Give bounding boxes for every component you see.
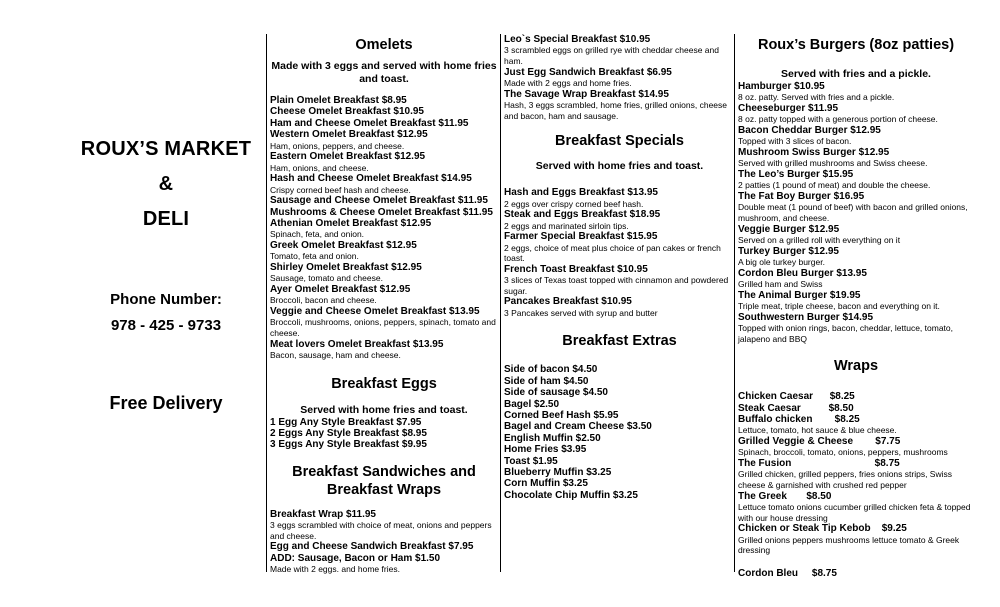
- item-description: Made with 2 eggs. and home fries.: [270, 564, 400, 575]
- item-name: Ham and Cheese Omelet Breakfast $11.95: [270, 117, 469, 129]
- item-name: 3 Eggs Any Style Breakfast $9.95: [270, 439, 427, 451]
- item-description: A big ole turkey burger.: [738, 257, 825, 267]
- item-name: Grilled Veggie & Cheese $7.75: [738, 436, 901, 447]
- breakfast-eggs-list: [270, 417, 498, 451]
- item-name: Hash and Eggs Breakfast $13.95: [504, 187, 658, 199]
- list-item: [738, 568, 974, 579]
- list-item: Bagel $2.50: [504, 398, 560, 410]
- wraps-title: Wraps: [833, 358, 879, 375]
- store-info-panel: [60, 0, 272, 607]
- list-item: [270, 509, 498, 542]
- item-description: Hash, 3 eggs scrambled, home fries, grilled onions, cheese and bacon, ham and sausage.: [504, 100, 728, 121]
- list-item: [270, 541, 498, 552]
- menu-column-1: [266, 34, 498, 575]
- item-name: Mushroom Swiss Burger $12.95: [738, 147, 890, 158]
- item-description: Grilled ham and Swiss: [738, 279, 823, 289]
- list-item: [270, 195, 498, 206]
- list-item: [504, 296, 735, 318]
- item-name: Bacon Cheddar Burger $12.95: [738, 125, 881, 136]
- list-item: Side of bacon $4.50: [504, 364, 598, 376]
- item-description: Served with grilled mushrooms and Swiss cheese.: [738, 158, 928, 169]
- item-name: Buffalo chicken $8.25: [738, 414, 860, 425]
- omelets-subtitle: Made with 3 eggs and served with home fries and toast.: [271, 60, 497, 85]
- item-name: Ayer Omelet Breakfast $12.95: [270, 284, 411, 296]
- list-item: [738, 268, 974, 290]
- list-item: [738, 414, 974, 436]
- item-name: French Toast Breakfast $10.95: [504, 263, 648, 275]
- list-item: [738, 403, 974, 414]
- item-name: Hamburger $10.95: [738, 81, 825, 92]
- item-description: 8 oz. patty topped with a generous portion of cheese.: [738, 114, 938, 125]
- omelets-title: Omelets: [355, 37, 413, 53]
- store-name: ROUX’S MARKET: [80, 138, 252, 160]
- item-name: Western Omelet Breakfast $12.95: [270, 129, 428, 141]
- item-name: The Animal Burger $19.95: [738, 289, 861, 301]
- item-description: Broccoli, mushrooms, onions, peppers, spinach, tomato and cheese.: [270, 317, 496, 339]
- item-description: Ham, onions, and cheese.: [270, 162, 369, 173]
- store-deli: DELI: [142, 208, 190, 230]
- list-item: [738, 81, 974, 103]
- item-name: 2 Eggs Any Style Breakfast $8.95: [270, 428, 427, 440]
- item-description: 3 Pancakes served with syrup and butter: [504, 307, 658, 318]
- item-description: Topped with 3 slices of bacon.: [738, 136, 852, 147]
- item-name: Mushrooms & Cheese Omelet Breakfast $11.95: [270, 206, 493, 218]
- list-item: [270, 173, 498, 195]
- item-name: Cheeseburger $11.95: [738, 103, 839, 114]
- item-name: Breakfast Wrap $11.95: [270, 508, 376, 520]
- item-name: Athenian Omelet Breakfast $12.95: [270, 218, 432, 230]
- list-item: [270, 240, 498, 262]
- sandwiches-list: [270, 509, 498, 575]
- item-name: Sausage and Cheese Omelet Breakfast $11.95: [270, 195, 488, 207]
- list-item: [738, 169, 974, 191]
- item-description: Grilled onions peppers mushrooms lettuce tomato & Greek dressing: [738, 534, 960, 556]
- list-item: [738, 147, 974, 169]
- item-description: Spinach, broccoli, tomato, onions, peppers, mushrooms: [738, 447, 948, 458]
- item-description: Broccoli, bacon and cheese.: [270, 295, 377, 306]
- list-item: [270, 106, 498, 117]
- item-description: Ham, onions, peppers, and cheese.: [270, 140, 405, 151]
- list-item: [270, 218, 498, 240]
- item-name: Steak and Eggs Breakfast $18.95: [504, 209, 661, 221]
- list-item: [738, 125, 974, 147]
- item-name: Leo`s Special Breakfast $10.95: [504, 34, 651, 45]
- specials-subtitle: Served with home fries and toast.: [535, 160, 704, 173]
- list-item: [738, 103, 974, 125]
- extras-title: Breakfast Extras: [562, 333, 677, 350]
- item-name: The Greek $8.50: [738, 490, 832, 502]
- item-description: Grilled chicken, grilled peppers, fries onions strips, Swiss cheese & garnished with crushed red pepper: [738, 469, 953, 490]
- item-name: Plain Omelet Breakfast $8.95: [270, 95, 407, 106]
- list-item: [504, 89, 735, 122]
- list-item: [270, 306, 498, 339]
- item-name: 1 Egg Any Style Breakfast $7.95: [270, 416, 422, 428]
- omelets-list: [270, 95, 498, 361]
- item-name: Egg and Cheese Sandwich Breakfast $7.95: [270, 541, 474, 553]
- item-name: Chicken Caesar $8.25: [738, 391, 855, 403]
- list-item: [738, 224, 974, 246]
- item-name: The Fat Boy Burger $16.95: [738, 191, 865, 202]
- menu-column-3: [734, 34, 974, 579]
- list-item: [504, 231, 735, 264]
- list-item: Blueberry Muffin $3.25: [504, 467, 612, 479]
- phone-label: Phone Number:: [110, 291, 222, 308]
- item-name: The Fusion $8.75: [738, 458, 900, 469]
- list-item: [270, 262, 498, 284]
- list-item: English Muffin $2.50: [504, 432, 601, 444]
- item-description: 3 eggs scrambled with choice of meat, onions and peppers and cheese.: [270, 520, 492, 541]
- item-description: 3 scrambled eggs on grilled rye with cheddar cheese and ham.: [504, 45, 719, 66]
- phone-number[interactable]: 978 - 425 - 9733: [110, 317, 222, 334]
- free-delivery: Free Delivery: [109, 393, 223, 413]
- item-description: 3 slices of Texas toast topped with cinnamon and powdered sugar.: [504, 275, 729, 296]
- item-name: Cordon Bleu Burger $13.95: [738, 267, 867, 279]
- list-item: [738, 191, 974, 224]
- item-description: 8 oz. patty. Served with fries and a pickle.: [738, 92, 895, 103]
- list-item: [504, 67, 735, 89]
- menu-column-2: [500, 34, 735, 572]
- item-name: Just Egg Sandwich Breakfast $6.95: [504, 66, 672, 78]
- list-item: Toast $1.95: [504, 455, 558, 467]
- list-item: [270, 118, 498, 129]
- item-description: Lettuce tomato onions cucumber grilled chicken feta & topped with our house dressing: [738, 502, 971, 523]
- burgers-title: Roux’s Burgers (8oz patties): [757, 37, 955, 53]
- list-item: [270, 439, 498, 450]
- list-item: Home Fries $3.95: [504, 444, 587, 456]
- sandwiches-title-line2: Breakfast Wraps: [326, 481, 442, 498]
- list-item: [504, 187, 735, 209]
- list-item: [270, 284, 498, 306]
- list-item: [270, 553, 498, 575]
- store-ampersand: &: [158, 173, 174, 195]
- list-item: [738, 491, 974, 524]
- item-name: Shirley Omelet Breakfast $12.95: [270, 262, 422, 274]
- item-name: Eastern Omelet Breakfast $12.95: [270, 151, 426, 163]
- item-description: Bacon, sausage, ham and cheese.: [270, 350, 401, 361]
- list-item: [270, 417, 498, 428]
- item-name: Cheese Omelet Breakfast $10.95: [270, 106, 424, 118]
- specials-title: Breakfast Specials: [555, 133, 684, 150]
- item-name: Farmer Special Breakfast $15.95: [504, 231, 658, 243]
- extras-list: [504, 364, 735, 501]
- item-name: Hash and Cheese Omelet Breakfast $14.95: [270, 173, 472, 185]
- item-name: Steak Caesar $8.50: [738, 402, 854, 414]
- item-description: Spinach, feta, and onion.: [270, 229, 365, 240]
- list-item: [270, 207, 498, 218]
- item-description: Double meat (1 pound of beef) with bacon and grilled onions, mushroom, and cheese.: [738, 202, 968, 223]
- list-item: Side of ham $4.50: [504, 375, 589, 387]
- item-description: Crispy corned beef hash and cheese.: [270, 184, 411, 195]
- list-item: [738, 391, 974, 402]
- item-name: The Leo’s Burger $15.95: [738, 169, 854, 180]
- item-name: Veggie Burger $12.95: [738, 223, 840, 235]
- breakfast-eggs-title: Breakfast Eggs: [331, 375, 437, 392]
- item-name: Meat lovers Omelet Breakfast $13.95: [270, 338, 444, 350]
- list-item: [738, 246, 974, 268]
- list-item: [504, 264, 735, 297]
- wraps-list: [738, 391, 974, 579]
- list-item: [738, 436, 974, 458]
- list-item: [504, 209, 735, 231]
- item-description: Made with 2 eggs and home fries.: [504, 78, 632, 88]
- list-item: [270, 428, 498, 439]
- sandwiches-title-line1: Breakfast Sandwiches and: [292, 463, 476, 480]
- list-item: Corn Muffin $3.25: [504, 478, 588, 490]
- list-item: [270, 339, 498, 361]
- item-description: Sausage, tomato and cheese.: [270, 273, 383, 284]
- list-item: [270, 95, 498, 106]
- item-name: Veggie and Cheese Omelet Breakfast $13.95: [270, 306, 480, 318]
- list-item: [738, 523, 974, 556]
- item-name: The Savage Wrap Breakfast $14.95: [504, 88, 669, 100]
- specials-list: [504, 187, 735, 318]
- item-description: Topped with onion rings, bacon, cheddar, lettuce, tomato, jalapeno and BBQ: [738, 323, 953, 344]
- item-name: Greek Omelet Breakfast $12.95: [270, 240, 417, 252]
- item-name: Turkey Burger $12.95: [738, 245, 839, 257]
- item-description: Triple meat, triple cheese, bacon and everything on it.: [738, 301, 940, 311]
- list-item: Side of sausage $4.50: [504, 387, 608, 399]
- list-item: Corned Beef Hash $5.95: [504, 410, 619, 421]
- item-name: Cordon Bleu $8.75: [738, 567, 837, 579]
- burgers-list: [738, 81, 974, 344]
- breakfast-eggs-subtitle: Served with home fries and toast.: [300, 403, 468, 416]
- item-name: Pancakes Breakfast $10.95: [504, 296, 632, 308]
- item-name: Chicken or Steak Tip Kebob $9.25: [738, 523, 907, 535]
- list-item: [738, 290, 974, 312]
- item-description: 2 eggs over crispy corned beef hash.: [504, 198, 644, 209]
- item-description: Tomato, feta and onion.: [270, 251, 359, 262]
- list-item: Chocolate Chip Muffin $3.25: [504, 489, 638, 501]
- item-description: Served on a grilled roll with everything on it: [738, 235, 901, 245]
- item-description: 2 eggs and marinated sirloin tips.: [504, 220, 629, 231]
- item-name: ADD: Sausage, Bacon or Ham $1.50: [270, 552, 441, 564]
- sandwiches-continued-list: [504, 34, 735, 121]
- list-item: [504, 34, 735, 67]
- list-item: [270, 151, 498, 173]
- list-item: [738, 312, 974, 345]
- item-description: 2 patties (1 pound of meat) and double the cheese.: [738, 180, 931, 191]
- burgers-subtitle: Served with fries and a pickle.: [781, 68, 931, 80]
- list-item: [270, 129, 498, 151]
- item-name: Southwestern Burger $14.95: [738, 311, 874, 323]
- list-item: Bagel and Cream Cheese $3.50: [504, 421, 652, 433]
- item-description: 2 eggs, choice of meat plus choice of pan cakes or french toast.: [504, 242, 721, 264]
- item-description: Lettuce, tomato, hot sauce & blue cheese.: [738, 425, 897, 436]
- list-item: [738, 458, 974, 491]
